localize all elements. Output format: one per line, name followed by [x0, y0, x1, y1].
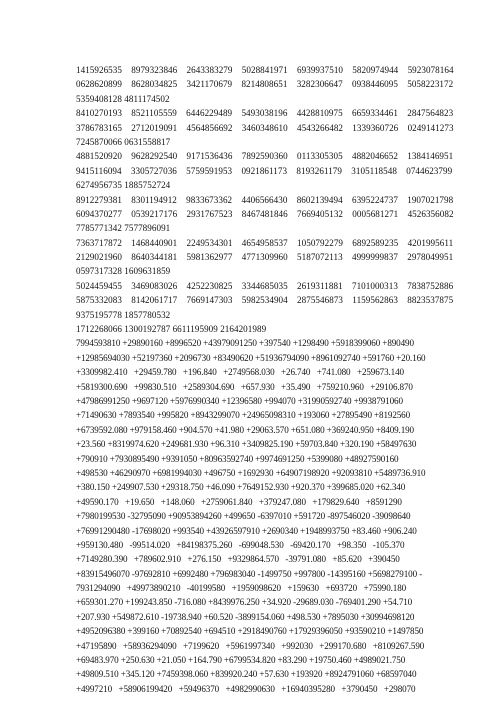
- expression-line: +380.150 +249907.530 +29318.750 +46.090 +7649152.930 +920.370 +399685.020 +62.340: [76, 482, 406, 493]
- expression-line: +47195890 +58936294090 +7199620 +5961997340 +992030 +299170.680 +8109267.590: [76, 640, 425, 651]
- digit-line: 1712268066 1300192787 6611195909 2164201989: [76, 324, 267, 335]
- expression-line: +4952096380 +399160 +70892540 +694510 +2918490760 +17929396050 +93590210 +1497850: [76, 626, 424, 637]
- expression-line: +790910 +7930895490 +9391050 +80963592740 +9974691250 +5399080 +48927590160: [76, 453, 399, 464]
- expression-line: +76991290480 -17698020 +993540 +43926597910 +2690340 +1948993750 +83.460 +906.240: [76, 525, 417, 536]
- expression-line: +207.930 +549872.610 -19738.940 +60.520 -3899154.060 +498.530 +7895030 +30994698120: [76, 611, 415, 622]
- digit-line: 6274956735 1885752724: [76, 180, 171, 191]
- digit-line: 7785771342 7577896091: [76, 223, 171, 234]
- digit-line: 8912279381 8301194912 9833673362 4406566430 8602139494 6395224737 1907021798: [76, 194, 454, 205]
- expression-block: [76, 336, 474, 696]
- digit-groups-block: [76, 63, 474, 336]
- digit-line: 8410270193 8521105559 6446229489 5493038196 4428810975 6659334461 2847564823: [76, 108, 454, 119]
- digit-line: 5024459455 3469083026 4252230825 3344685035 2619311881 7101000313 7838752886: [76, 280, 454, 291]
- digit-line: 2129021960 8640344181 5981362977 4771309960 5187072113 4999999837 2978049951: [76, 252, 454, 263]
- digit-line: 7245870066 0631558817: [76, 136, 171, 147]
- expression-line: +3309982.410 +29459.780 +196.840 +2749568.030 +26.740 +741.080 +259673.140: [76, 367, 404, 378]
- expression-line: +49590.170 +19.650 +148.060 +2759061.840 +379247.080 +179829.640 +8591290: [76, 496, 402, 507]
- digit-line: 6094370277 0539217176 2931767523 8467481846 7669405132 0005681271 4526356082: [76, 208, 454, 219]
- expression-line: +498530 +46290970 +6981994030 +496750 +1692930 +64907198920 +92093810 +5489736.910: [76, 467, 426, 478]
- expression-line: +7980199530 -32795090 +90953894260 +499650 -6397010 +591720 -897546020 -39098640: [76, 511, 411, 522]
- expression-line: +47986991250 +9697120 +5976990340 +12396580 +994070 +31990592740 +9938791060: [76, 395, 403, 406]
- expression-line: +23.560 +8319974.620 +249681.930 +96.310 +3409825.190 +59703.840 +320.190 +58497630: [76, 439, 417, 450]
- digit-line: 5359408128 4811174502: [76, 93, 170, 104]
- expression-line: +71490630 +7893540 +995820 +8943299070 +24965098310 +193060 +27895490 +8192560: [76, 410, 411, 421]
- digit-line: 0628620899 8628034825 3421170679 8214808651 3282306647 0938446095 5058223172: [76, 79, 454, 90]
- expression-line: +49809.510 +345.120 +7459398.060 +839920.240 +57.630 +193920 +8924791060 +68597040: [76, 669, 417, 680]
- expression-line: 7931294090 +49973890210 -40199580 +1959098620 +159630 +693720 +75990.180: [76, 583, 407, 594]
- digit-line: 3786783165 2712019091 4564856692 3460348610 4543266482 1339360726 0249141273: [76, 122, 454, 133]
- expression-line: +12985694030 +52197360 +2096730 +83490620 +51936794090 +8961092740 +591760 +20.160: [76, 352, 426, 363]
- digit-line: 9375195778 1857780532: [76, 309, 171, 320]
- expression-line: +69483.970 +250.630 +21.050 +164.790 +6799534.820 +83.290 +19750.460 +4989021.750: [76, 655, 406, 666]
- digit-line: 5875332083 8142061717 7669147303 5982534904 2875546873 1159562863 8823537875: [76, 295, 454, 306]
- expression-line: +959130.480 -99514.020 +84198375.260 -699048.530 -69420.170 +98.350 -105.370: [76, 539, 405, 550]
- expression-line: 7994593810 +29890160 +8996520 +43979091250 +397540 +1298490 +5918399060 +890490: [76, 338, 414, 349]
- expression-line: +4997210 +58906199420 +59496370 +4982990630 +16940395280 +3790450 +298070: [76, 683, 416, 694]
- expression-line: +5819300.690 +99830.510 +2589304.690 +657.930 +35.490 +759210.960 +29106.870: [76, 381, 413, 392]
- digit-line: 7363717872 1468440901 2249534301 4654958537 1050792279 6892589235 4201995611: [76, 237, 454, 248]
- digit-line: 9415116094 3305727036 5759591953 0921861173 8193261179 3105118548 0744623799: [76, 165, 453, 176]
- digit-line: 4881520920 9628292540 9171536436 7892590360 0113305305 4882046652 1384146951: [76, 151, 454, 162]
- expression-line: +659301.270 +199243.850 -716.080 +8439976.250 +34.920 -29689.030 -769401.290 +54.710: [76, 597, 413, 608]
- expression-line: +83915496070 -97692810 +6992480 +796983040 -1499750 +997800 -14395160 +5698279100 -: [76, 568, 423, 579]
- digit-line: 1415926535 8979323846 2643383279 5028841971 6939937510 5820974944 5923078164: [76, 65, 454, 75]
- expression-line: +6739592.080 +979158.460 +904.570 +41.980 +29063.570 +651.080 +369240.950 +8409.190: [76, 424, 414, 435]
- expression-line: +7149280.390 +789602.910 +276.150 +9329864.570 -39791.080 +85.620 +390450: [76, 554, 400, 565]
- digit-line: 0597317328 1609631859: [76, 266, 171, 277]
